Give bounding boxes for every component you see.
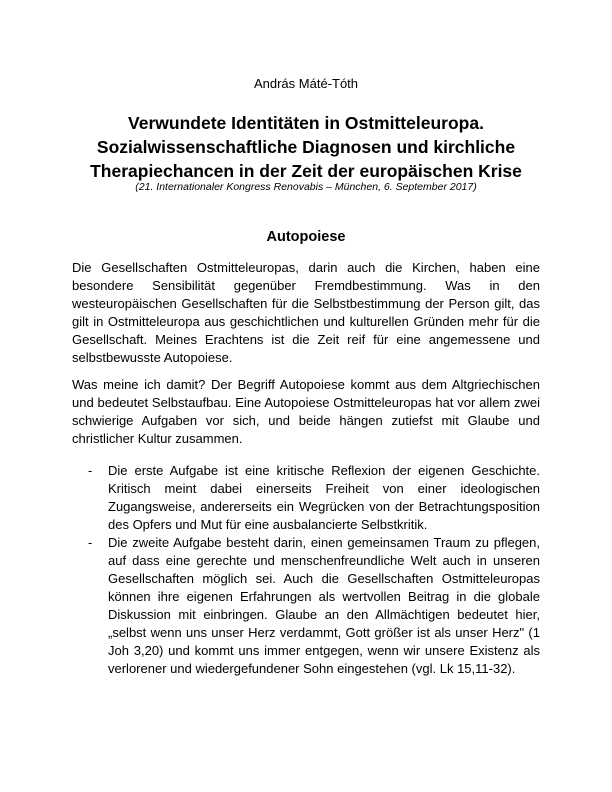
list-item [72, 462, 540, 534]
section-heading: Autopoiese [266, 229, 346, 245]
body-paragraph: Was meine ich damit? Der Begriff Autopoiese kommt aus dem Altgriechischen und bedeutet Selbstaufbau. Eine Autopoiese Ostmitteleuropas hat vor allem zwei schwierige Aufgaben vor sich, und beide hängen zutiefst mit Glaube und christlicher Kultur zusammen. [72, 377, 540, 446]
list-item [72, 534, 540, 678]
bullet-dash: - [88, 535, 93, 550]
bullet-list [72, 462, 540, 678]
body-paragraph: Die Gesellschaften Ostmitteleuropas, darin auch die Kirchen, haben eine besondere Sensibilität gegenüber Fremdbestimmung. Was in den westeuropäischen Gesellschaften für die Selbstbestimmung der Person gilt, das gilt in Ostmitteleuropa aus geschichtlichen und kulturellen Gründen mehr für die Gesellschaft. Meines Erachtens ist die Zeit reif für eine angemessene und selbstbewusste Autopoiese. [72, 260, 540, 365]
bullet-dash: - [88, 463, 93, 478]
author-name: András Máté-Tóth [253, 76, 359, 91]
list-item-text: Die erste Aufgabe ist eine kritische Reflexion der eigenen Geschichte. Kritisch meint dabei einerseits Freiheit von einer ideologischen Zugangsweise, andererseits ein Wegrücken von der Betrachtungsposition des Opfers und Mut für eine ausbalancierte Selbstkritik. [108, 463, 540, 532]
list-item-text: Die zweite Aufgabe besteht darin, einen gemeinsamen Traum zu pflegen, auf dass eine gerechte und menschenfreundliche Welt auch in unseren Gesellschaften möglich sei. Auch die Gesellschaften Ostmitteleuropas können ihre eigenen Erfahrungen als wertvollen Beitrag in die globale Diskussion mit einbringen. Glaube an den Allmächtigen bedeutet hier, „selbst wenn uns unser Herz verdammt, Gott größer ist als unser Herz" (1 Joh 3,20) und kommt uns immer entgegen, wenn wir unsere Existenz als verlorener und wiedergefundener Sohn eingestehen (vgl. Lk 15,11-32). [108, 535, 540, 676]
document-subtitle: (21. Internationaler Kongress Renovabis – München, 6. September 2017) [135, 181, 477, 193]
document-title: Verwundete Identitäten in Ostmitteleuropa. Sozialwissenschaftliche Diagnosen und kirchliche Therapiechancen in der Zeit der europäischen Krise [90, 113, 522, 181]
